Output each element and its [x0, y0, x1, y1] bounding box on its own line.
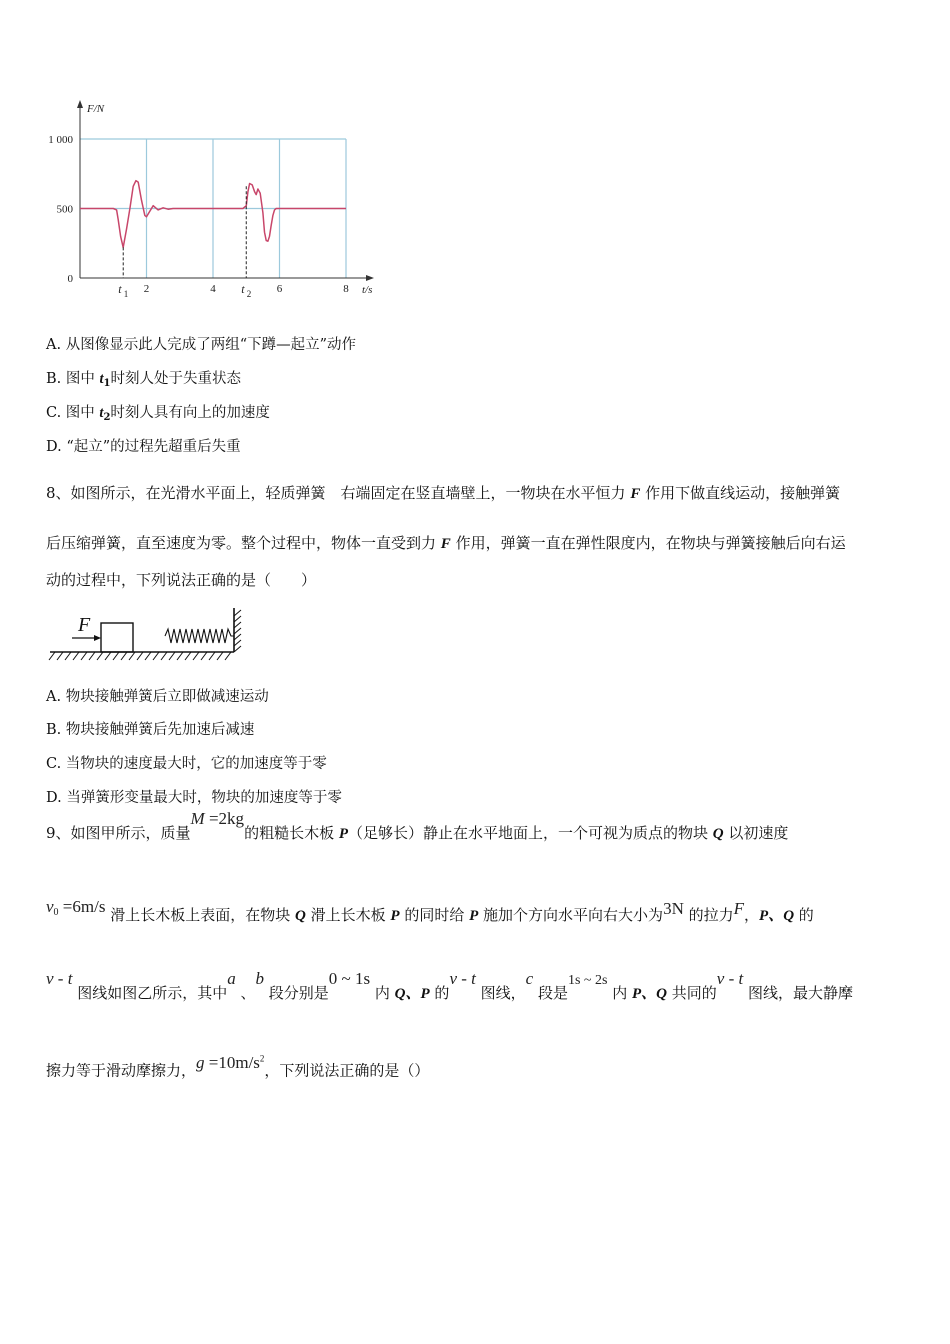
- y-tick-label: 1 000: [48, 134, 73, 146]
- q8-option: A. 物块接触弹簧后立即做减速运动: [46, 689, 269, 705]
- q7-option: B. 图中 $t_1$时刻人处于失重状态: [46, 371, 241, 389]
- t1-marker-label: t: [118, 282, 122, 296]
- q8-line-2: 后压缩弹簧，直至速度为零。整个过程中，物体一直受到力 F 作用，弹簧一直在弹性限度内，在物块与弹簧接触后向右运: [46, 534, 846, 552]
- spring-block-figure: [45, 605, 255, 665]
- x-axis-label: t/s: [362, 284, 373, 296]
- x-tick-label: 6: [276, 283, 283, 295]
- q8-option: B. 物块接触弹簧后先加速后减速: [46, 722, 255, 738]
- q9-line-4: 擦力等于滑动摩擦力，$g =10m/s^2$，下列说法正确的是（）: [46, 1052, 430, 1080]
- x-axis-arrow: [366, 275, 374, 281]
- q9-line-2: $v_0 =6m/s$ 滑上长木板上表面，在物块 Q 滑上长木板 P 的同时给 P 施加个方向水平向右大小为3N 的拉力F，P、Q 的: [46, 897, 814, 924]
- force-time-chart: [30, 95, 390, 305]
- x-tick-label: 4: [210, 283, 216, 295]
- t2-marker-label: t: [241, 282, 245, 296]
- q7-option: A. 从图像显示此人完成了两组“下蹲—起立”动作: [46, 337, 357, 353]
- t1-marker-sub: 1: [123, 289, 129, 299]
- q9-line-3: v - t 图线如图乙所示，其中a 、b 段分别是0 ~ 1s 内 Q、P 的v - t 图线，c 段是1s ~ 2s 内 P、Q 共同的v - t 图线，最大静摩: [46, 969, 854, 1002]
- q7-option: C. 图中 $t_2$时刻人具有向上的加速度: [46, 405, 270, 423]
- spring: [165, 629, 234, 643]
- block: [101, 623, 133, 652]
- q8-option: C. 当物块的速度最大时，它的加速度等于零: [46, 756, 327, 772]
- t2-marker-sub: 2: [246, 289, 252, 299]
- y-axis-label: F/N: [87, 103, 105, 115]
- q8-line-3: 动的过程中，下列说法正确的是（ ）: [46, 571, 317, 589]
- x-tick-label: 8: [343, 283, 349, 295]
- y-tick-label: 500: [56, 203, 73, 216]
- q7-option: D. “起立”的过程先超重后失重: [46, 439, 241, 455]
- q8-option: D. 当弹簧形变量最大时，物块的加速度等于零: [46, 790, 342, 806]
- q8-line-1: 8、如图所示，在光滑水平面上，轻质弹簧 右端固定在竖直墙壁上，一物块在水平恒力 F 作用下做直线运动，接触弹簧: [46, 484, 841, 502]
- q9-line-1: 9、如图甲所示，质量M =2kg的粗糙长木板 P（足够长）静止在水平地面上，一个可视为质点的物块 Q 以初速度: [46, 809, 789, 842]
- y-axis-arrow: [77, 100, 83, 108]
- y-tick-label: 0: [67, 273, 73, 285]
- force-label: F: [78, 614, 91, 636]
- x-tick-label: 2: [143, 283, 150, 295]
